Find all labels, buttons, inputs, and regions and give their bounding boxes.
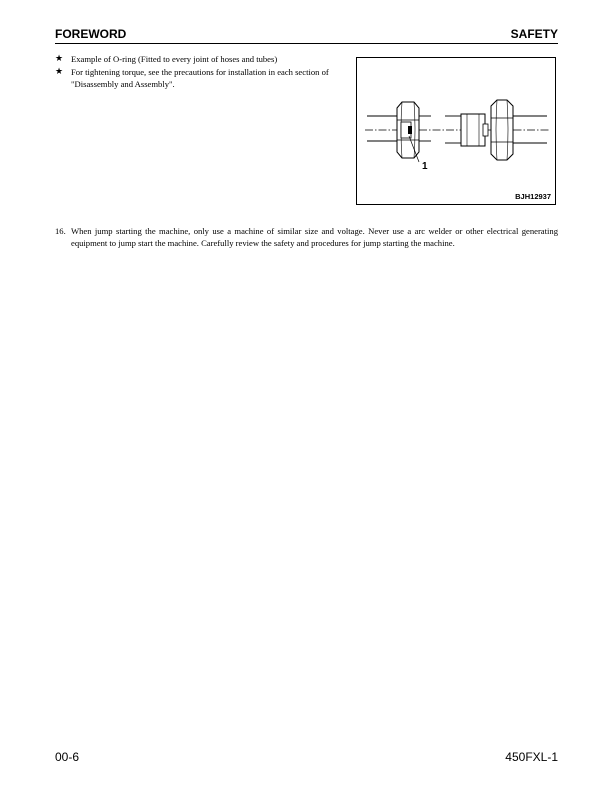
page-header bbox=[55, 27, 558, 44]
item-number: 16. bbox=[55, 226, 66, 236]
item-text: When jump starting the machine, only use a machine of similar size and voltage. Never use a arc welder or other electrical generating equipment to jump start the machine. Carefully review the safety and procedures for jump starting the machine. bbox=[71, 226, 558, 248]
figure-code: BJH12937 bbox=[515, 192, 551, 201]
page-footer bbox=[55, 750, 558, 766]
header-chapter-title: SAFETY bbox=[510, 27, 558, 41]
o-ring-figure bbox=[356, 57, 556, 205]
model-number: 450FXL-1 bbox=[505, 750, 558, 764]
bullet-text: For tightening torque, see the precautions for installation in each section of "Disassembly and Assembly". bbox=[71, 67, 329, 89]
header-section-title: FOREWORD bbox=[55, 27, 127, 41]
bullet-list bbox=[55, 53, 348, 91]
bullet-text: Example of O-ring (Fitted to every joint of hoses and tubes) bbox=[71, 54, 278, 64]
bullet-item bbox=[55, 66, 348, 90]
star-icon: ★ bbox=[55, 54, 64, 64]
page-number: 00-6 bbox=[55, 750, 80, 764]
hose-fitting-illustration bbox=[357, 58, 557, 206]
numbered-item bbox=[55, 225, 558, 249]
bullet-item bbox=[55, 53, 348, 65]
star-icon: ★ bbox=[55, 67, 64, 77]
figure-callout-number: 1 bbox=[422, 161, 428, 172]
